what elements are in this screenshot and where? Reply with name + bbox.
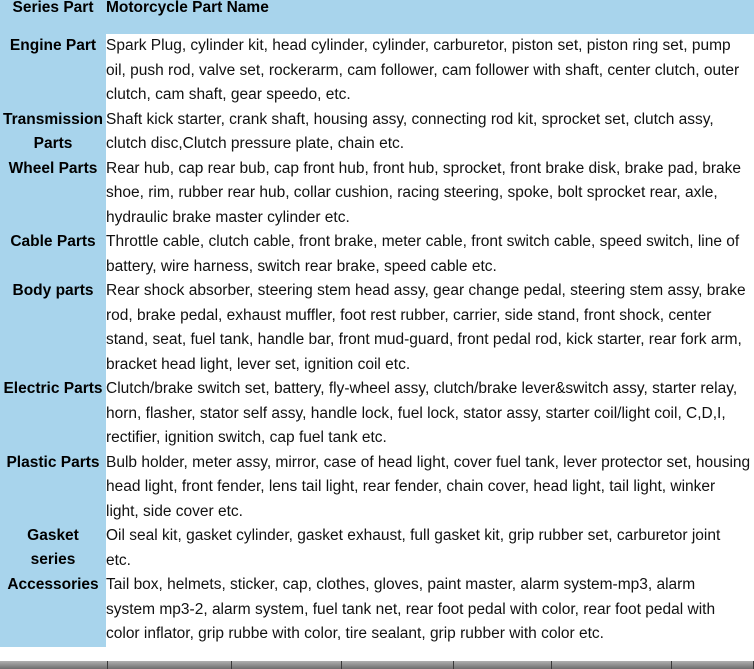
series-cell xyxy=(0,524,106,573)
table-row xyxy=(0,451,754,525)
series-label: Body parts xyxy=(12,282,94,299)
part-names-text: rectifier, ignition switch, cap fuel tank etc. xyxy=(106,429,387,446)
part-names-text: stand, seat, fuel tank, handle bar, front mud-guard, front pedal rod, kick starter, rear fork arm, xyxy=(106,331,742,348)
series-cell xyxy=(0,451,106,525)
part-names-cell xyxy=(106,157,754,231)
part-names-cell xyxy=(106,573,754,647)
series-cell xyxy=(0,157,106,231)
part-names-text: Bulb holder, meter assy, mirror, case of head light, cover fuel tank, lever protector set, housing xyxy=(106,453,751,471)
series-cell xyxy=(0,230,106,279)
part-names-text: system mp3-2, alarm system, fuel tank net, rear foot pedal with color, rear foot pedal with xyxy=(106,600,716,618)
table-row xyxy=(0,157,754,231)
series-label: Transmission xyxy=(3,110,103,128)
scrollbar-segment xyxy=(232,661,342,669)
series-label: Gasket xyxy=(27,527,79,544)
series-label: Engine Part xyxy=(9,37,97,54)
table-header-row xyxy=(0,0,754,34)
part-names-text: Shaft kick starter, crank shaft, housing assy, connecting rod kit, sprocket set, clutch assy, xyxy=(106,110,714,128)
scrollbar-segment xyxy=(108,661,232,669)
part-names-cell xyxy=(106,279,754,377)
series-label: Plastic Parts xyxy=(6,453,100,471)
part-names-text: Tail box, helmets, sticker, cap, clothes, gloves, paint master, alarm system-mp3, alarm xyxy=(106,576,696,593)
series-label: Cable Parts xyxy=(10,233,96,250)
table-row xyxy=(0,230,754,279)
scrollbar-segment xyxy=(552,661,672,669)
part-name-header: Motorcycle Part Name xyxy=(106,0,754,34)
part-names-text: Spark Plug, cylinder kit, head cylinder, cylinder, carburetor, piston set, piston ring set, pump xyxy=(106,37,731,54)
table-row xyxy=(0,34,754,108)
table-row xyxy=(0,524,754,573)
series-label: Parts xyxy=(33,134,73,152)
part-names-text: oil, push rod, valve set, rockerarm, cam follower, cam follower with shaft, center clutch, outer xyxy=(106,61,740,79)
table-row xyxy=(0,279,754,377)
part-names-text: Rear hub, cap rear bub, cap front hub, front hub, sprocket, front brake disk, brake pad, brake xyxy=(106,159,742,177)
part-names-text: color inflator, grip rubbe with color, tire sealant, grip rubber with color etc. xyxy=(106,625,604,642)
table-row xyxy=(0,108,754,157)
table-body xyxy=(0,34,754,647)
scrollbar-segment xyxy=(342,661,454,669)
table-row xyxy=(0,377,754,451)
part-names-text: bracket head light, lever set, ignition coil etc. xyxy=(106,355,411,373)
scrollbar-segment xyxy=(454,661,552,669)
part-names-text: Clutch/brake switch set, battery, fly-wheel assy, clutch/brake lever&switch assy, starter relay, xyxy=(106,380,738,397)
series-cell xyxy=(0,34,106,108)
part-names-text: clutch disc,Clutch pressure plate, chain etc. xyxy=(106,135,405,152)
part-names-cell xyxy=(106,230,754,279)
scrollbar-segment xyxy=(672,661,754,669)
part-names-text: rod, brake pedal, exhaust muffler, foot rest rubber, carrier, side stand, front shock, center xyxy=(106,306,712,324)
part-names-text: head light, front fender, lens tail light, rear fender, chain cover, head light, tail light, winker xyxy=(106,478,716,495)
part-names-text: Oil seal kit, gasket cylinder, gasket exhaust, full gasket kit, grip rubber set, carburetor joint xyxy=(106,527,721,544)
part-names-text: Throttle cable, clutch cable, front brake, meter cable, front switch cable, speed switch, line of xyxy=(106,233,740,250)
horizontal-scrollbar[interactable] xyxy=(0,661,754,669)
part-names-text: etc. xyxy=(106,551,131,569)
part-names-text: light, side cover etc. xyxy=(106,502,243,520)
part-names-cell xyxy=(106,34,754,108)
series-cell xyxy=(0,108,106,157)
series-label: Electric Parts xyxy=(3,380,103,397)
part-names-cell xyxy=(106,524,754,573)
part-names-text: shoe, rim, rubber rear hub, collar cushion, racing steering, spoke, bolt sprocket rear, axle, xyxy=(106,184,718,201)
series-label: Wheel Parts xyxy=(8,159,98,177)
series-cell xyxy=(0,279,106,377)
part-names-cell xyxy=(106,108,754,157)
part-names-text: hydraulic brake master cylinder etc. xyxy=(106,208,350,226)
part-names-text: clutch, cam shaft, gear speedo, etc. xyxy=(106,86,351,103)
part-names-text: battery, wire harness, switch rear brake, speed cable etc. xyxy=(106,257,497,275)
part-names-cell xyxy=(106,451,754,525)
table-row xyxy=(0,573,754,647)
series-label: series xyxy=(30,551,76,568)
scrollbar-segment xyxy=(0,661,108,669)
part-names-cell xyxy=(106,377,754,451)
series-cell xyxy=(0,573,106,647)
series-cell xyxy=(0,377,106,451)
part-names-text: Rear shock absorber, steering stem head assy, gear change pedal, steering stem assy, brake xyxy=(106,282,746,299)
series-label: Accessories xyxy=(7,576,99,593)
series-part-header: Series Part xyxy=(0,0,106,34)
part-names-text: horn, flasher, stator self assy, handle lock, fuel lock, stator assy, starter coil/light coil, C,D,I, xyxy=(106,404,726,422)
